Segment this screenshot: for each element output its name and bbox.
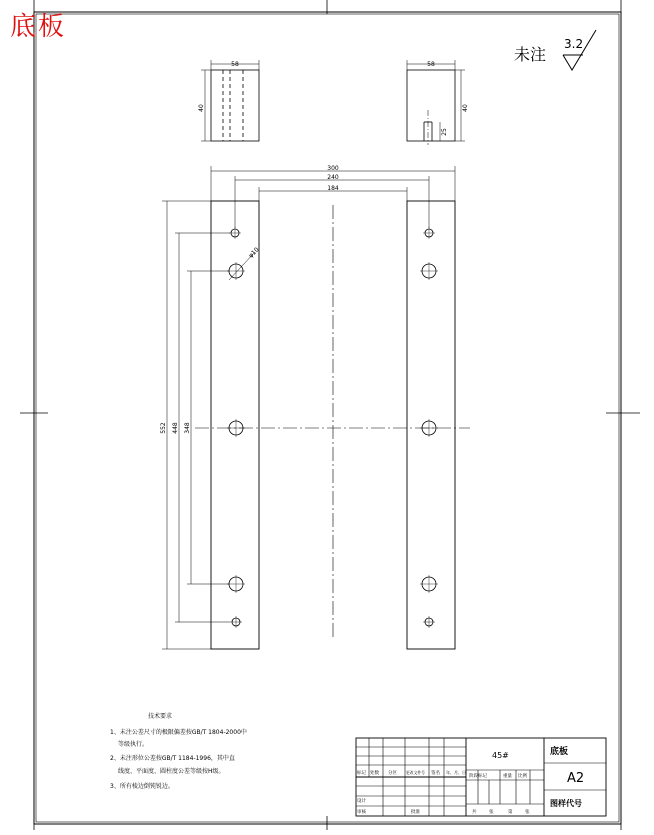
inner-border: [36, 14, 619, 822]
right-side-view: [407, 60, 465, 145]
rev-label: 更改文件号: [406, 770, 425, 775]
dim-inner-gap: 184: [327, 185, 339, 192]
dim-overall-width: 300: [327, 165, 339, 172]
sheet-label: 张: [489, 810, 494, 815]
right-view-slot-dim: 25: [441, 128, 448, 136]
right-rail: [407, 201, 455, 649]
hole-small: [229, 227, 241, 239]
row-label: 审核: [357, 810, 366, 815]
material: 45#: [492, 751, 509, 760]
left-rail: [211, 201, 259, 649]
hole-large: [420, 262, 438, 280]
stage-label: 重量: [503, 774, 512, 779]
rev-label: 处数: [370, 771, 379, 776]
drawing-title: 底板: [10, 12, 67, 42]
roughness-label: 未注: [514, 45, 547, 64]
dim-hole-spacing: 240: [327, 174, 339, 181]
outer-border: [34, 12, 621, 824]
dim-inner-hole-spacing: 348: [184, 422, 191, 434]
drawing-number-label: 图样代号: [550, 799, 582, 808]
dim-overall-length: 552: [160, 422, 167, 434]
right-view-width-dim: 58: [427, 61, 435, 68]
row-label: 设计: [357, 799, 366, 804]
note-line-2: 等级执行。: [118, 741, 149, 748]
notes-heading: 技术要求: [148, 713, 173, 720]
centering-marks: [20, 0, 640, 830]
left-view-width-dim: 58: [231, 61, 239, 68]
left-side-view: [201, 60, 259, 141]
scale-value: A2: [567, 771, 585, 786]
stage-label: 比例: [518, 774, 527, 779]
rev-label: 分区: [388, 771, 397, 776]
sheet-label: 张: [525, 810, 530, 815]
part-name: 底板: [550, 747, 569, 757]
sheet-label: 第: [508, 810, 513, 815]
hole-large: [420, 419, 438, 437]
sheet-label: 共: [472, 810, 477, 815]
rev-label: 签名: [431, 771, 440, 776]
technical-notes: [110, 712, 247, 790]
rev-label: 年、月、日: [446, 770, 466, 775]
hole-large: [420, 575, 438, 593]
roughness-symbol: [514, 30, 596, 70]
note-line-3: 2、未注形位公差按GB/T 1184-1996，其中直: [110, 755, 235, 762]
hole-large: [227, 262, 245, 280]
roughness-value: 3.2: [564, 37, 584, 51]
hole-large: [227, 575, 245, 593]
hole-small: [423, 227, 435, 239]
row-label: 批准: [411, 810, 420, 815]
hole-small: [230, 616, 242, 628]
stage-label: 阶段标记: [469, 774, 487, 779]
note-line-5: 3、所有棱边倒钝锐边。: [110, 783, 174, 790]
left-view-height-dim: 40: [198, 104, 205, 112]
right-view-height-dim: 40: [462, 104, 469, 112]
dim-outer-hole-spacing: 448: [172, 422, 179, 434]
plan-view: [195, 201, 470, 649]
note-line-4: 线度、平面度、圆柱度公差等级按H级。: [118, 768, 225, 775]
hole-large: [227, 419, 245, 437]
hole-small: [423, 616, 435, 628]
note-line-1: 1、未注公差尺寸的极限偏差按GB/T 1804-2000中: [110, 729, 247, 736]
hole-diameter-dim: φ10: [247, 246, 261, 260]
rev-label: 标记: [357, 771, 366, 776]
